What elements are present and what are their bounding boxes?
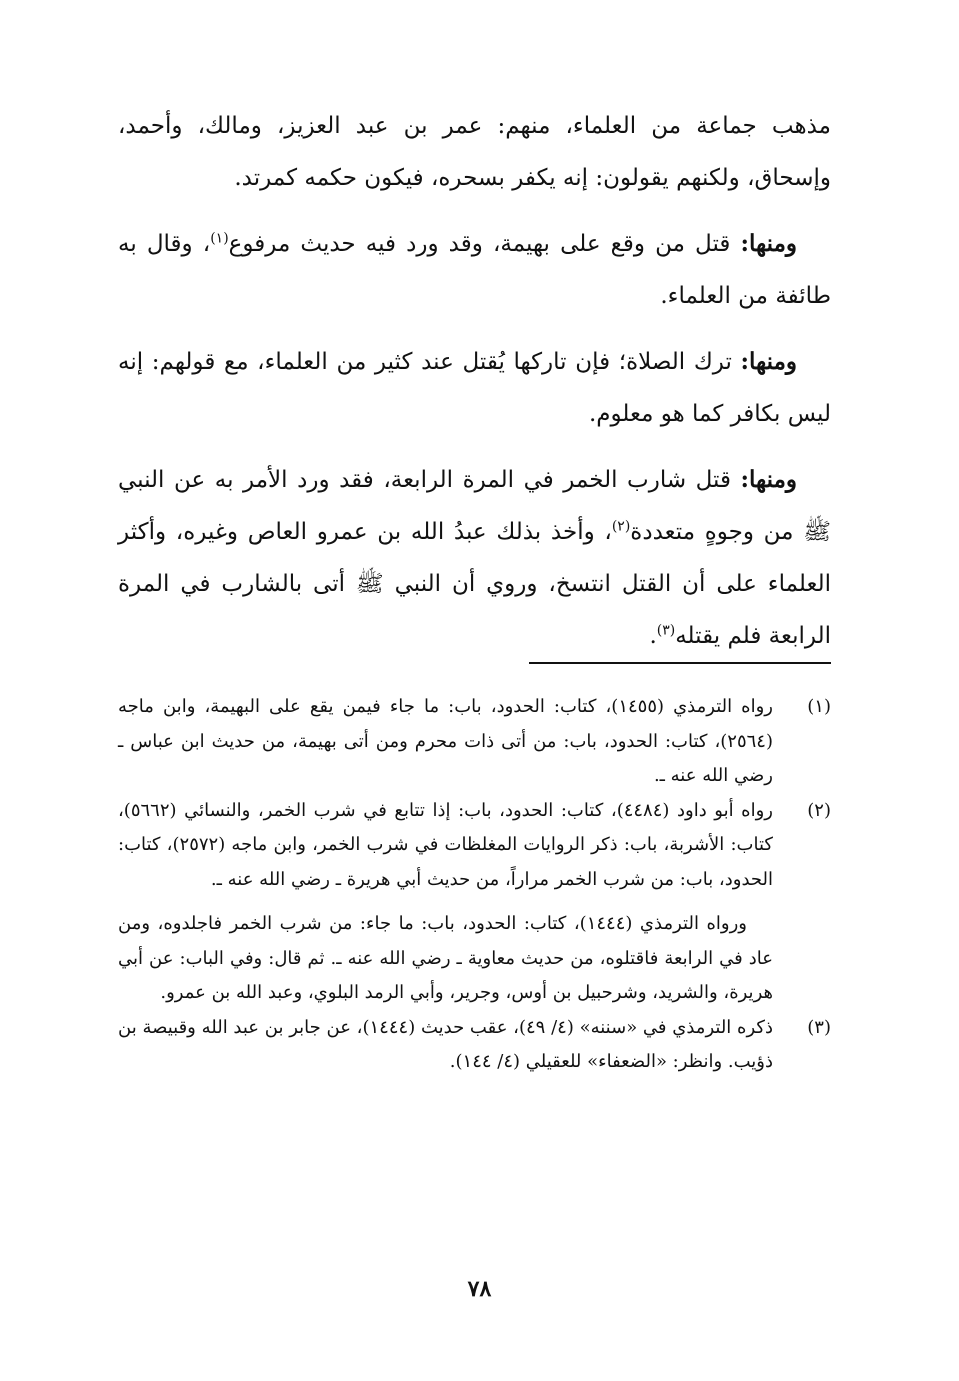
main-text — [118, 100, 831, 676]
footnote-2 — [118, 794, 831, 898]
footnote-ref-3[interactable]: (٣) — [656, 622, 676, 639]
footnote-2-text: رواه أبو داود (٤٤٨٤)، كتاب: الحدود، باب: إذا تتابع في شرب الخمر، والنسائي (٥٦٦٢)، كتاب: الأشربة، باب: ذكر الروايات المغلظات في شرب الخمر، وابن ماجه (٢٥٧٢)، كتاب: الحدود، باب: من شرب الخمر مراراً، من حديث أبي هريرة ـ رضي الله عنه ـ. — [118, 799, 773, 890]
paragraph-1 — [118, 100, 831, 204]
footnote-2-number: (٢) — [807, 799, 831, 821]
footnote-separator — [529, 662, 831, 664]
paragraph-4-text-middle: ، وأخذ بذلك عبدُ الله بن عمرو العاص وغيره، وأكثر العلماء على أن القتل انتسخ، وروي أن النبي ﷺ أتى بالشارب في المرة الرابعة فلم يقتله — [118, 519, 831, 649]
paragraph-2-text-after: ، وقال به طائفة من العلماء. — [118, 231, 831, 309]
footnote-3 — [118, 1011, 831, 1080]
paragraph-1-text: مذهب جماعة من العلماء، منهم: عمر بن عبد العزيز، ومالك، وأحمد، وإسحاق، ولكنهم يقولون: إنه يكفر بسحره، فيكون حكمه كمرتد. — [118, 113, 831, 191]
paragraph-4-text-before: قتل شارب الخمر في المرة الرابعة، فقد ورد الأمر به عن النبي ﷺ من وجوهٍ متعددة — [118, 467, 831, 545]
paragraph-2-text-before: قتل من وقع على بهيمة، وقد ورد فيه حديث مرفوع — [228, 231, 741, 257]
paragraph-3-text: ترك الصلاة؛ فإن تاركها يُقتل عند كثير من العلماء، مع قولهم: إنه ليس بكافر كما هو معلوم. — [118, 349, 831, 427]
paragraph-2 — [118, 218, 831, 322]
paragraph-3-lead: ومنها: — [740, 348, 797, 375]
footnotes — [118, 690, 831, 1080]
footnote-1-number: (١) — [807, 696, 831, 717]
footnote-ref-1[interactable]: (١) — [210, 230, 229, 247]
page-number: ٧٨ — [467, 1276, 492, 1302]
footnote-1-text: رواه الترمذي (١٤٥٥)، كتاب: الحدود، باب: ما جاء فيمن يقع على البهيمة، وابن ماجه (٢٥٦٤)، كتاب: الحدود، باب: من أتى ذات محرم ومن أتى بهيمة، من حديث ابن عباس ـ رضي الله عنه ـ. — [118, 696, 774, 786]
paragraph-4 — [118, 454, 831, 662]
paragraph-2-lead: ومنها: — [740, 230, 797, 257]
footnote-2-continuation: ورواه الترمذي (١٤٤٤)، كتاب: الحدود، باب: ما جاء: من شرب الخمر فاجلدوه، ومن عاد في الرابعة فاقتلوه، من حديث معاوية ـ رضي الله عنه ـ. ثم قال: وفي الباب: عن أبي هريرة، والشريد، وشرحبيل بن أوس، وجرير، وأبي الرمد البلوي، وعبد الله بن عمرو. — [118, 913, 773, 1003]
footnote-3-number: (٣) — [807, 1016, 831, 1038]
footnote-ref-2[interactable]: (٢) — [611, 518, 631, 535]
footnote-1 — [118, 690, 831, 794]
paragraph-3 — [118, 336, 831, 440]
paragraph-4-text-after: . — [649, 623, 657, 649]
footnote-3-text: ذكره الترمذي في «سننه» (٤/ ٤٩)، عقب حديث (١٤٤٤)، عن جابر بن عبد الله وقبيصة بن ذؤيب. وانظر: «الضعفاء» للعقيلي (٤/ ١٤٤). — [118, 1016, 773, 1072]
paragraph-4-lead: ومنها: — [740, 466, 797, 493]
